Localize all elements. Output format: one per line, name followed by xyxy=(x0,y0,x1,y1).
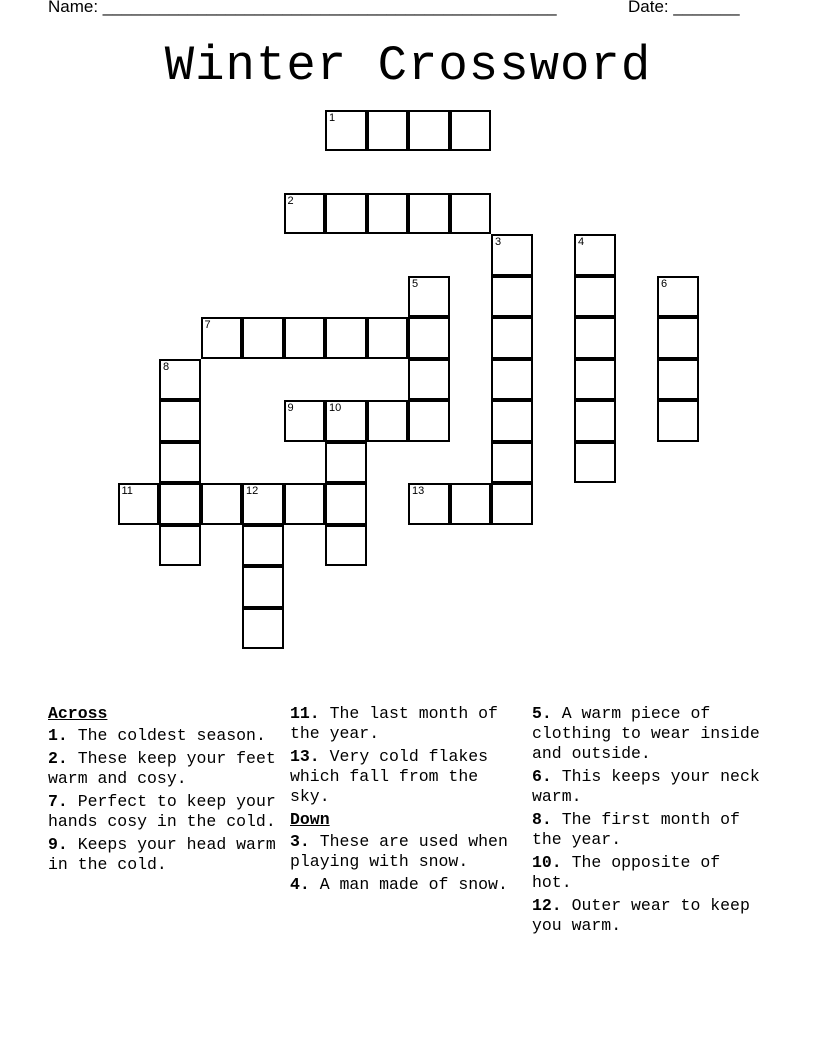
cell-number: 13 xyxy=(412,485,425,497)
clue-down-3: 3. These are used when playing with snow. xyxy=(290,832,508,871)
cell-number: 5 xyxy=(412,277,419,290)
grid-cell[interactable] xyxy=(408,359,450,401)
grid-cell[interactable] xyxy=(450,110,492,152)
name-field[interactable]: Name: ________________________________________________ xyxy=(48,0,557,16)
clue-across-13: 13. Very cold flakes which fall from the sky. xyxy=(290,747,489,806)
page-title: Winter Crossword xyxy=(164,38,652,94)
grid-cell[interactable] xyxy=(408,110,450,152)
grid-cell[interactable] xyxy=(574,317,616,359)
cell-number: 6 xyxy=(661,277,668,290)
grid-cell[interactable] xyxy=(242,566,284,608)
grid-cell[interactable] xyxy=(450,483,492,525)
grid-cell[interactable] xyxy=(367,110,409,152)
grid-cell[interactable] xyxy=(325,193,367,235)
grid-cell[interactable] xyxy=(574,276,616,318)
grid-cell[interactable] xyxy=(408,483,450,525)
clue-across-9: 9. Keeps your head warm in the cold. xyxy=(48,835,276,874)
grid-cell[interactable] xyxy=(284,483,326,525)
cell-number: 2 xyxy=(287,194,294,207)
clue-across-11: 11. The last month of the year. xyxy=(290,704,498,743)
grid-cell[interactable] xyxy=(159,442,201,484)
grid-cell[interactable] xyxy=(201,483,243,525)
grid-cell[interactable] xyxy=(408,276,450,318)
clue-down-5: 5. A warm piece of clothing to wear inside and outside. xyxy=(532,704,760,763)
clues-column-1 xyxy=(48,704,280,878)
cell-number: 11 xyxy=(121,485,133,497)
grid-cell[interactable] xyxy=(325,483,367,525)
clue-down-6: 6. This keeps your neck warm. xyxy=(532,767,760,806)
grid-cell[interactable] xyxy=(284,193,326,235)
clue-down-10: 10. The opposite of hot. xyxy=(532,853,721,892)
grid-cell[interactable] xyxy=(657,400,699,442)
clue-across-7: 7. Perfect to keep your hands cosy in the cold. xyxy=(48,792,276,831)
grid-cell[interactable] xyxy=(367,317,409,359)
grid-cell[interactable] xyxy=(657,359,699,401)
cell-number: 1 xyxy=(329,111,336,124)
cell-number: 8 xyxy=(163,360,170,373)
grid-cell[interactable] xyxy=(118,483,160,525)
grid-cell[interactable] xyxy=(242,317,284,359)
cell-number: 4 xyxy=(578,236,585,248)
grid-cell[interactable] xyxy=(408,400,450,442)
cell-number: 9 xyxy=(287,402,294,414)
grid-cell[interactable] xyxy=(574,442,616,484)
grid-cell[interactable] xyxy=(325,400,367,442)
grid-cell[interactable] xyxy=(491,359,533,401)
grid-cell[interactable] xyxy=(201,317,243,359)
grid-cell[interactable] xyxy=(408,317,450,359)
clue-down-8: 8. The first month of the year. xyxy=(532,810,740,849)
grid-cell[interactable] xyxy=(325,525,367,567)
grid-cell[interactable] xyxy=(159,400,201,442)
grid-cell[interactable] xyxy=(574,400,616,442)
clue-across-1: 1. The coldest season. xyxy=(48,726,266,745)
grid-cell[interactable] xyxy=(284,317,326,359)
grid-cell[interactable] xyxy=(284,400,326,442)
grid-cell[interactable] xyxy=(367,400,409,442)
grid-cell[interactable] xyxy=(491,483,533,525)
clue-down-12: 12. Outer wear to keep you warm. xyxy=(532,896,750,935)
grid-cell[interactable] xyxy=(574,234,616,276)
grid-cell[interactable] xyxy=(450,193,492,235)
across-heading: Across xyxy=(48,704,108,723)
grid-cell[interactable] xyxy=(574,359,616,401)
grid-cell[interactable] xyxy=(325,110,367,152)
grid-cell[interactable] xyxy=(242,608,284,650)
grid-cell[interactable] xyxy=(159,359,201,401)
grid-cell[interactable] xyxy=(491,234,533,276)
clue-across-2: 2. These keep your feet warm and cosy. xyxy=(48,749,276,788)
clues-column-2 xyxy=(290,704,522,898)
cell-number: 7 xyxy=(204,319,211,331)
grid-cell[interactable] xyxy=(657,317,699,359)
cell-number: 12 xyxy=(246,485,259,497)
grid-cell[interactable] xyxy=(325,442,367,484)
grid-cell[interactable] xyxy=(491,442,533,484)
grid-cell[interactable] xyxy=(325,317,367,359)
grid-cell[interactable] xyxy=(491,400,533,442)
cell-number: 3 xyxy=(495,236,502,248)
grid-cell[interactable] xyxy=(408,193,450,235)
grid-cell[interactable] xyxy=(242,525,284,567)
clues-column-3 xyxy=(532,704,764,939)
grid-cell[interactable] xyxy=(657,276,699,318)
cell-number: 10 xyxy=(329,402,342,414)
date-field[interactable]: Date: _______ xyxy=(628,0,740,16)
down-heading: Down xyxy=(290,810,330,829)
grid-cell[interactable] xyxy=(242,483,284,525)
grid-cell[interactable] xyxy=(159,483,201,525)
grid-cell[interactable] xyxy=(159,525,201,567)
grid-cell[interactable] xyxy=(491,317,533,359)
grid-cell[interactable] xyxy=(491,276,533,318)
clue-down-4: 4. A man made of snow. xyxy=(290,875,508,894)
grid-cell[interactable] xyxy=(367,193,409,235)
